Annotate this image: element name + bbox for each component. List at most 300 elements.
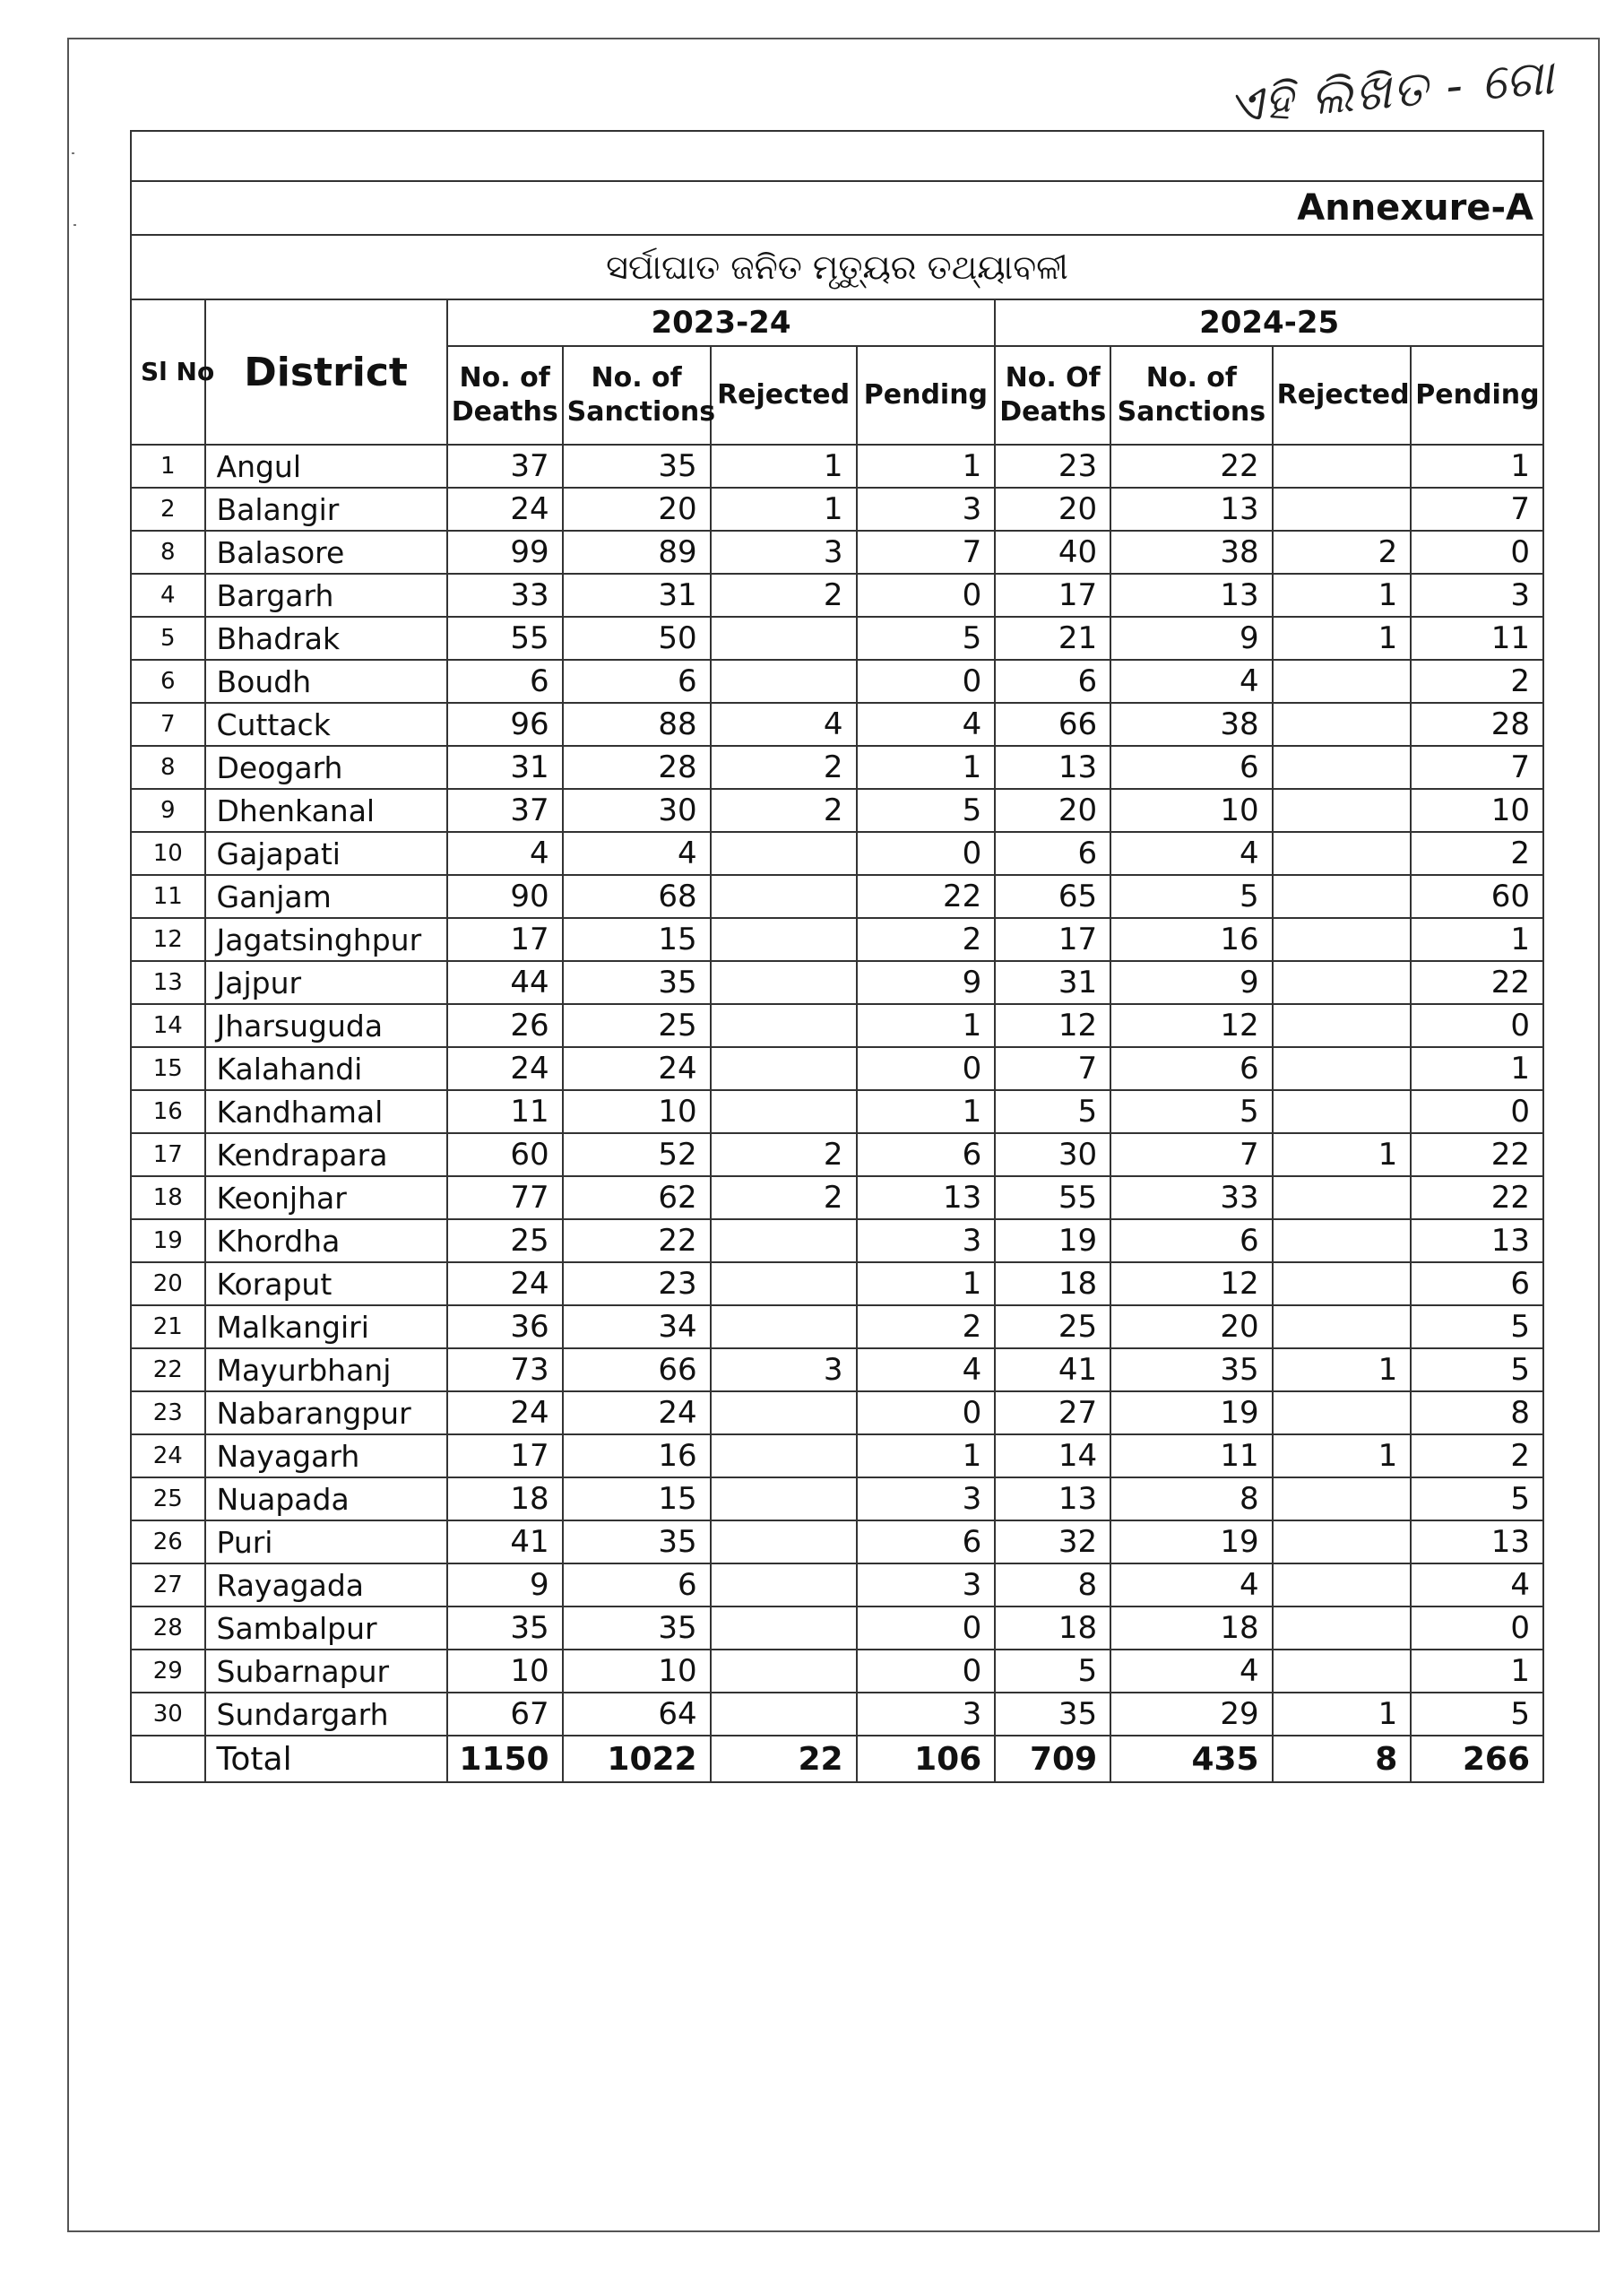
- deaths-2024-cell: 41: [995, 1348, 1110, 1391]
- deaths-2024-cell: 20: [995, 789, 1110, 832]
- rejected-2024-cell: 1: [1273, 1693, 1412, 1736]
- sl-no-header: Sl No: [131, 299, 205, 445]
- pending-2023-cell: 3: [857, 1477, 996, 1520]
- rejected-2023-cell: 4: [711, 703, 857, 746]
- deaths-2024-cell: 18: [995, 1262, 1110, 1305]
- scan-speck: [73, 224, 76, 226]
- table-row: [131, 488, 1543, 531]
- annexure-row: [131, 181, 1543, 235]
- deaths-2024-cell: 25: [995, 1305, 1110, 1348]
- year-header-row: [131, 299, 1543, 346]
- rejected-2023-cell: [711, 832, 857, 875]
- sanctions-2023-cell: 22: [563, 1219, 711, 1262]
- district-cell: Jajpur: [205, 961, 447, 1004]
- sl-no-cell: 21: [131, 1305, 205, 1348]
- deaths-2023-cell: 37: [447, 445, 563, 488]
- pending-2024-cell: 2: [1411, 832, 1543, 875]
- deaths-2023-cell: 26: [447, 1004, 563, 1047]
- sl-no-cell: 20: [131, 1262, 205, 1305]
- sanctions-2024-cell: 38: [1110, 703, 1272, 746]
- sl-no-cell: 17: [131, 1133, 205, 1176]
- total-rejected-2023: 22: [711, 1736, 857, 1782]
- sanctions-2024-cell: 38: [1110, 531, 1272, 574]
- rejected-2023-cell: [711, 1004, 857, 1047]
- rejected-2023-cell: [711, 1262, 857, 1305]
- deaths-2023-cell: 9: [447, 1563, 563, 1606]
- pending-2024-cell: 1: [1411, 1650, 1543, 1693]
- district-cell: Balangir: [205, 488, 447, 531]
- rejected-2023-cell: 3: [711, 1348, 857, 1391]
- deaths-2024-cell: 6: [995, 660, 1110, 703]
- district-header: District: [205, 299, 447, 445]
- deaths-2024-cell: 40: [995, 531, 1110, 574]
- pending-2024-cell: 60: [1411, 875, 1543, 918]
- rejected-2024-cell: [1273, 746, 1412, 789]
- rejected-2023-cell: [711, 961, 857, 1004]
- deaths-2023-cell: 17: [447, 1434, 563, 1477]
- rejected-2023-cell: 2: [711, 746, 857, 789]
- rejected-2023-cell: 2: [711, 574, 857, 617]
- district-cell: Rayagada: [205, 1563, 447, 1606]
- deaths-2023-cell: 24: [447, 1047, 563, 1090]
- pending-2023-cell: 3: [857, 1219, 996, 1262]
- sanctions-2023-cell: 52: [563, 1133, 711, 1176]
- pending-2023-cell: 13: [857, 1176, 996, 1219]
- pending-2023-cell: 0: [857, 1391, 996, 1434]
- deaths-2024-cell: 6: [995, 832, 1110, 875]
- sl-no-cell: 29: [131, 1650, 205, 1693]
- sanctions-2024-cell: 19: [1110, 1391, 1272, 1434]
- blank-row: [131, 131, 1543, 181]
- total-row: [131, 1736, 1543, 1782]
- pending-2023-cell: 2: [857, 918, 996, 961]
- district-cell: Malkangiri: [205, 1305, 447, 1348]
- pending-2024-cell: 13: [1411, 1520, 1543, 1563]
- rejected-2024-cell: [1273, 961, 1412, 1004]
- table-row: [131, 1004, 1543, 1047]
- rejected-2024-cell: [1273, 832, 1412, 875]
- deaths-2024-cell: 23: [995, 445, 1110, 488]
- rejected-2024-cell: [1273, 660, 1412, 703]
- rejected-2024-cell: [1273, 1090, 1412, 1133]
- deaths-2024-cell: 20: [995, 488, 1110, 531]
- table-title: ସର୍ପାଘାତ ଜନିତ ମୃତ୍ୟୁର ତଥ୍ୟାବଳୀ: [131, 235, 1543, 299]
- district-cell: Ganjam: [205, 875, 447, 918]
- sl-no-cell: 9: [131, 789, 205, 832]
- deaths-2024-cell: 18: [995, 1606, 1110, 1650]
- sl-no-cell: 19: [131, 1219, 205, 1262]
- deaths-2024-cell: 5: [995, 1650, 1110, 1693]
- rejected-2024-cell: 1: [1273, 574, 1412, 617]
- sanctions-2024-cell: 6: [1110, 746, 1272, 789]
- pending-2023-cell: 5: [857, 789, 996, 832]
- rejected-2023-header: Rejected: [711, 346, 857, 445]
- sanctions-2024-cell: 4: [1110, 832, 1272, 875]
- table-row: [131, 574, 1543, 617]
- table-row: [131, 1563, 1543, 1606]
- sanctions-2023-cell: 10: [563, 1650, 711, 1693]
- deaths-2024-cell: 66: [995, 703, 1110, 746]
- pending-2023-cell: 22: [857, 875, 996, 918]
- sanctions-2024-cell: 7: [1110, 1133, 1272, 1176]
- pending-2024-cell: 28: [1411, 703, 1543, 746]
- sl-no-cell: 2: [131, 488, 205, 531]
- rejected-2024-cell: [1273, 875, 1412, 918]
- table-row: [131, 832, 1543, 875]
- rejected-2024-cell: 1: [1273, 1133, 1412, 1176]
- pending-2024-cell: 3: [1411, 574, 1543, 617]
- sl-no-cell: 23: [131, 1391, 205, 1434]
- sl-no-cell: 25: [131, 1477, 205, 1520]
- district-cell: Nabarangpur: [205, 1391, 447, 1434]
- deaths-2023-cell: 44: [447, 961, 563, 1004]
- rejected-2024-cell: 1: [1273, 1434, 1412, 1477]
- sanctions-2023-cell: 68: [563, 875, 711, 918]
- sl-no-cell: 16: [131, 1090, 205, 1133]
- sanctions-2023-cell: 16: [563, 1434, 711, 1477]
- sanctions-2023-cell: 6: [563, 1563, 711, 1606]
- rejected-2023-cell: [711, 1650, 857, 1693]
- deaths-2024-cell: 13: [995, 1477, 1110, 1520]
- sanctions-2023-cell: 35: [563, 1606, 711, 1650]
- pending-2024-cell: 7: [1411, 746, 1543, 789]
- sanctions-2023-cell: 89: [563, 531, 711, 574]
- sanctions-2024-cell: 4: [1110, 1650, 1272, 1693]
- table-row: [131, 1606, 1543, 1650]
- pending-2024-cell: 22: [1411, 961, 1543, 1004]
- rejected-2024-cell: [1273, 1305, 1412, 1348]
- title-row: [131, 235, 1543, 299]
- deaths-2023-cell: 33: [447, 574, 563, 617]
- pending-2024-header: Pending: [1411, 346, 1543, 445]
- rejected-2023-cell: 2: [711, 1133, 857, 1176]
- sanctions-2023-cell: 25: [563, 1004, 711, 1047]
- sanctions-2023-cell: 64: [563, 1693, 711, 1736]
- table-row: [131, 1520, 1543, 1563]
- sanctions-2024-cell: 4: [1110, 660, 1272, 703]
- deaths-2024-cell: 13: [995, 746, 1110, 789]
- table-row: [131, 918, 1543, 961]
- deaths-2024-cell: 5: [995, 1090, 1110, 1133]
- rejected-2023-cell: 3: [711, 531, 857, 574]
- total-rejected-2024: 8: [1273, 1736, 1412, 1782]
- sanctions-2024-cell: 5: [1110, 875, 1272, 918]
- district-cell: Kendrapara: [205, 1133, 447, 1176]
- total-pending-2024: 266: [1411, 1736, 1543, 1782]
- pending-2023-cell: 6: [857, 1133, 996, 1176]
- sanctions-2023-cell: 66: [563, 1348, 711, 1391]
- district-cell: Boudh: [205, 660, 447, 703]
- deaths-2024-header: No. Of Deaths: [995, 346, 1110, 445]
- pending-2023-cell: 1: [857, 1004, 996, 1047]
- pending-2023-cell: 1: [857, 445, 996, 488]
- pending-2023-cell: 1: [857, 1262, 996, 1305]
- pending-2023-cell: 0: [857, 660, 996, 703]
- table-row: [131, 1176, 1543, 1219]
- sanctions-2023-cell: 15: [563, 918, 711, 961]
- pending-2023-cell: 3: [857, 1563, 996, 1606]
- pending-2023-cell: 0: [857, 1606, 996, 1650]
- table-row: [131, 1477, 1543, 1520]
- pending-2023-cell: 4: [857, 703, 996, 746]
- district-cell: Kalahandi: [205, 1047, 447, 1090]
- sanctions-2024-cell: 10: [1110, 789, 1272, 832]
- scan-speck: [72, 152, 74, 154]
- sl-no-cell: 1: [131, 445, 205, 488]
- total-label: Total: [205, 1736, 447, 1782]
- district-cell: Nuapada: [205, 1477, 447, 1520]
- pending-2024-cell: 13: [1411, 1219, 1543, 1262]
- table-row: [131, 789, 1543, 832]
- sanctions-2024-cell: 22: [1110, 445, 1272, 488]
- pending-2023-header: Pending: [857, 346, 996, 445]
- sanctions-2024-cell: 8: [1110, 1477, 1272, 1520]
- sl-no-cell: 5: [131, 617, 205, 660]
- pending-2023-cell: 3: [857, 1693, 996, 1736]
- sl-no-cell: 6: [131, 660, 205, 703]
- district-cell: Nayagarh: [205, 1434, 447, 1477]
- sl-no-cell: 30: [131, 1693, 205, 1736]
- rejected-2024-cell: [1273, 1650, 1412, 1693]
- deaths-2024-cell: 21: [995, 617, 1110, 660]
- sanctions-2023-cell: 28: [563, 746, 711, 789]
- district-cell: Balasore: [205, 531, 447, 574]
- sanctions-2024-cell: 9: [1110, 617, 1272, 660]
- rejected-2023-cell: 1: [711, 445, 857, 488]
- table-row: [131, 1391, 1543, 1434]
- deaths-2024-cell: 8: [995, 1563, 1110, 1606]
- pending-2023-cell: 0: [857, 1047, 996, 1090]
- table-row: [131, 1348, 1543, 1391]
- rejected-2024-cell: [1273, 1606, 1412, 1650]
- handwritten-note: ଏହି ଲିଖିତ - ଗୋ: [1225, 48, 1558, 134]
- sanctions-2024-cell: 12: [1110, 1004, 1272, 1047]
- deaths-2024-cell: 35: [995, 1693, 1110, 1736]
- rejected-2024-cell: [1273, 1563, 1412, 1606]
- district-cell: Jharsuguda: [205, 1004, 447, 1047]
- rejected-2023-cell: [711, 1563, 857, 1606]
- rejected-2024-cell: [1273, 1262, 1412, 1305]
- deaths-2023-cell: 25: [447, 1219, 563, 1262]
- sanctions-2024-cell: 20: [1110, 1305, 1272, 1348]
- pending-2023-cell: 6: [857, 1520, 996, 1563]
- sanctions-2023-cell: 88: [563, 703, 711, 746]
- sanctions-2024-cell: 29: [1110, 1693, 1272, 1736]
- pending-2024-cell: 1: [1411, 918, 1543, 961]
- district-cell: Sundargarh: [205, 1693, 447, 1736]
- sanctions-2024-cell: 19: [1110, 1520, 1272, 1563]
- rejected-2023-cell: [711, 660, 857, 703]
- sl-no-cell: 8: [131, 531, 205, 574]
- sl-no-cell: 26: [131, 1520, 205, 1563]
- pending-2023-cell: 0: [857, 1650, 996, 1693]
- deaths-2023-cell: 90: [447, 875, 563, 918]
- sl-no-cell: 14: [131, 1004, 205, 1047]
- pending-2023-cell: 7: [857, 531, 996, 574]
- sanctions-2024-cell: 13: [1110, 574, 1272, 617]
- district-cell: Subarnapur: [205, 1650, 447, 1693]
- sanctions-2023-cell: 10: [563, 1090, 711, 1133]
- rejected-2024-cell: [1273, 1391, 1412, 1434]
- deaths-2023-cell: 99: [447, 531, 563, 574]
- deaths-2024-cell: 19: [995, 1219, 1110, 1262]
- district-cell: Sambalpur: [205, 1606, 447, 1650]
- sl-no-cell: 28: [131, 1606, 205, 1650]
- sanctions-2023-cell: 35: [563, 1520, 711, 1563]
- rejected-2023-cell: 2: [711, 1176, 857, 1219]
- deaths-2024-cell: 12: [995, 1004, 1110, 1047]
- pending-2024-cell: 5: [1411, 1348, 1543, 1391]
- deaths-2023-cell: 4: [447, 832, 563, 875]
- table-row: [131, 617, 1543, 660]
- total-deaths-2023: 1150: [447, 1736, 563, 1782]
- pending-2024-cell: 5: [1411, 1305, 1543, 1348]
- sl-no-cell: 12: [131, 918, 205, 961]
- rejected-2023-cell: [711, 875, 857, 918]
- pending-2024-cell: 22: [1411, 1133, 1543, 1176]
- deaths-2023-cell: 17: [447, 918, 563, 961]
- pending-2024-cell: 1: [1411, 445, 1543, 488]
- sanctions-2023-cell: 35: [563, 445, 711, 488]
- deaths-2024-cell: 65: [995, 875, 1110, 918]
- sanctions-2024-cell: 4: [1110, 1563, 1272, 1606]
- deaths-2024-cell: 17: [995, 574, 1110, 617]
- rejected-2023-cell: [711, 1693, 857, 1736]
- pending-2024-cell: 0: [1411, 1090, 1543, 1133]
- district-cell: Deogarh: [205, 746, 447, 789]
- deaths-2023-cell: 35: [447, 1606, 563, 1650]
- sanctions-2024-cell: 6: [1110, 1047, 1272, 1090]
- rejected-2023-cell: 2: [711, 789, 857, 832]
- table-row: [131, 1693, 1543, 1736]
- pending-2024-cell: 4: [1411, 1563, 1543, 1606]
- annexure-label: Annexure-A: [131, 181, 1543, 235]
- sanctions-2024-cell: 18: [1110, 1606, 1272, 1650]
- pending-2024-cell: 6: [1411, 1262, 1543, 1305]
- total-sanctions-2023: 1022: [563, 1736, 711, 1782]
- table-row: [131, 1047, 1543, 1090]
- table-row: [131, 1650, 1543, 1693]
- deaths-2024-cell: 14: [995, 1434, 1110, 1477]
- rejected-2023-cell: [711, 1434, 857, 1477]
- rejected-2024-cell: [1273, 1176, 1412, 1219]
- table-row: [131, 1305, 1543, 1348]
- rejected-2023-cell: [711, 1477, 857, 1520]
- rejected-2024-cell: 1: [1273, 1348, 1412, 1391]
- sl-no-cell: 24: [131, 1434, 205, 1477]
- table-row: [131, 961, 1543, 1004]
- deaths-2023-cell: 18: [447, 1477, 563, 1520]
- district-cell: Gajapati: [205, 832, 447, 875]
- table-row: [131, 445, 1543, 488]
- deaths-2023-cell: 10: [447, 1650, 563, 1693]
- district-cell: Puri: [205, 1520, 447, 1563]
- deaths-2024-cell: 27: [995, 1391, 1110, 1434]
- table-row: [131, 1090, 1543, 1133]
- sl-no-cell: 13: [131, 961, 205, 1004]
- sanctions-2023-cell: 34: [563, 1305, 711, 1348]
- rejected-2024-cell: [1273, 1047, 1412, 1090]
- deaths-2023-cell: 11: [447, 1090, 563, 1133]
- sanctions-2024-cell: 9: [1110, 961, 1272, 1004]
- pending-2024-cell: 0: [1411, 1004, 1543, 1047]
- table-row: [131, 703, 1543, 746]
- pending-2023-cell: 1: [857, 1090, 996, 1133]
- year-2023-24-header: 2023-24: [447, 299, 996, 346]
- deaths-2023-cell: 77: [447, 1176, 563, 1219]
- deaths-2023-cell: 24: [447, 1262, 563, 1305]
- district-cell: Kandhamal: [205, 1090, 447, 1133]
- rejected-2024-cell: [1273, 703, 1412, 746]
- deaths-2023-cell: 67: [447, 1693, 563, 1736]
- sl-no-cell: 4: [131, 574, 205, 617]
- pending-2023-cell: 9: [857, 961, 996, 1004]
- sanctions-2024-cell: 13: [1110, 488, 1272, 531]
- rejected-2024-header: Rejected: [1273, 346, 1412, 445]
- sanctions-2023-cell: 24: [563, 1047, 711, 1090]
- deaths-2023-cell: 73: [447, 1348, 563, 1391]
- pending-2024-cell: 22: [1411, 1176, 1543, 1219]
- rejected-2024-cell: [1273, 488, 1412, 531]
- district-cell: Bargarh: [205, 574, 447, 617]
- deaths-2023-header: No. of Deaths: [447, 346, 563, 445]
- rejected-2023-cell: [711, 1391, 857, 1434]
- district-cell: Mayurbhanj: [205, 1348, 447, 1391]
- deaths-2023-cell: 96: [447, 703, 563, 746]
- pending-2023-cell: 2: [857, 1305, 996, 1348]
- district-cell: Angul: [205, 445, 447, 488]
- pending-2023-cell: 0: [857, 832, 996, 875]
- district-cell: Khordha: [205, 1219, 447, 1262]
- table-row: [131, 660, 1543, 703]
- deaths-2024-cell: 17: [995, 918, 1110, 961]
- sl-no-cell: 10: [131, 832, 205, 875]
- sanctions-2024-cell: 16: [1110, 918, 1272, 961]
- sanctions-2024-cell: 6: [1110, 1219, 1272, 1262]
- sl-no-cell: 27: [131, 1563, 205, 1606]
- sl-no-cell: 8: [131, 746, 205, 789]
- deaths-2023-cell: 60: [447, 1133, 563, 1176]
- pending-2024-cell: 2: [1411, 1434, 1543, 1477]
- pending-2024-cell: 2: [1411, 660, 1543, 703]
- district-cell: Cuttack: [205, 703, 447, 746]
- district-cell: Jagatsinghpur: [205, 918, 447, 961]
- sl-no-cell: 22: [131, 1348, 205, 1391]
- rejected-2023-cell: [711, 617, 857, 660]
- pending-2023-cell: 1: [857, 746, 996, 789]
- deaths-2023-cell: 55: [447, 617, 563, 660]
- sanctions-2023-cell: 31: [563, 574, 711, 617]
- rejected-2023-cell: [711, 918, 857, 961]
- pending-2023-cell: 3: [857, 488, 996, 531]
- sl-no-cell: 11: [131, 875, 205, 918]
- rejected-2024-cell: [1273, 789, 1412, 832]
- deaths-2024-cell: 55: [995, 1176, 1110, 1219]
- total-sanctions-2024: 435: [1110, 1736, 1272, 1782]
- deaths-2024-cell: 31: [995, 961, 1110, 1004]
- pending-2024-cell: 7: [1411, 488, 1543, 531]
- table-row: [131, 531, 1543, 574]
- rejected-2023-cell: [711, 1305, 857, 1348]
- deaths-2023-cell: 41: [447, 1520, 563, 1563]
- rejected-2023-cell: [711, 1219, 857, 1262]
- table-row: [131, 875, 1543, 918]
- deaths-2024-cell: 7: [995, 1047, 1110, 1090]
- rejected-2024-cell: [1273, 1520, 1412, 1563]
- deaths-2023-cell: 31: [447, 746, 563, 789]
- deaths-2023-cell: 36: [447, 1305, 563, 1348]
- total-sl-cell: [131, 1736, 205, 1782]
